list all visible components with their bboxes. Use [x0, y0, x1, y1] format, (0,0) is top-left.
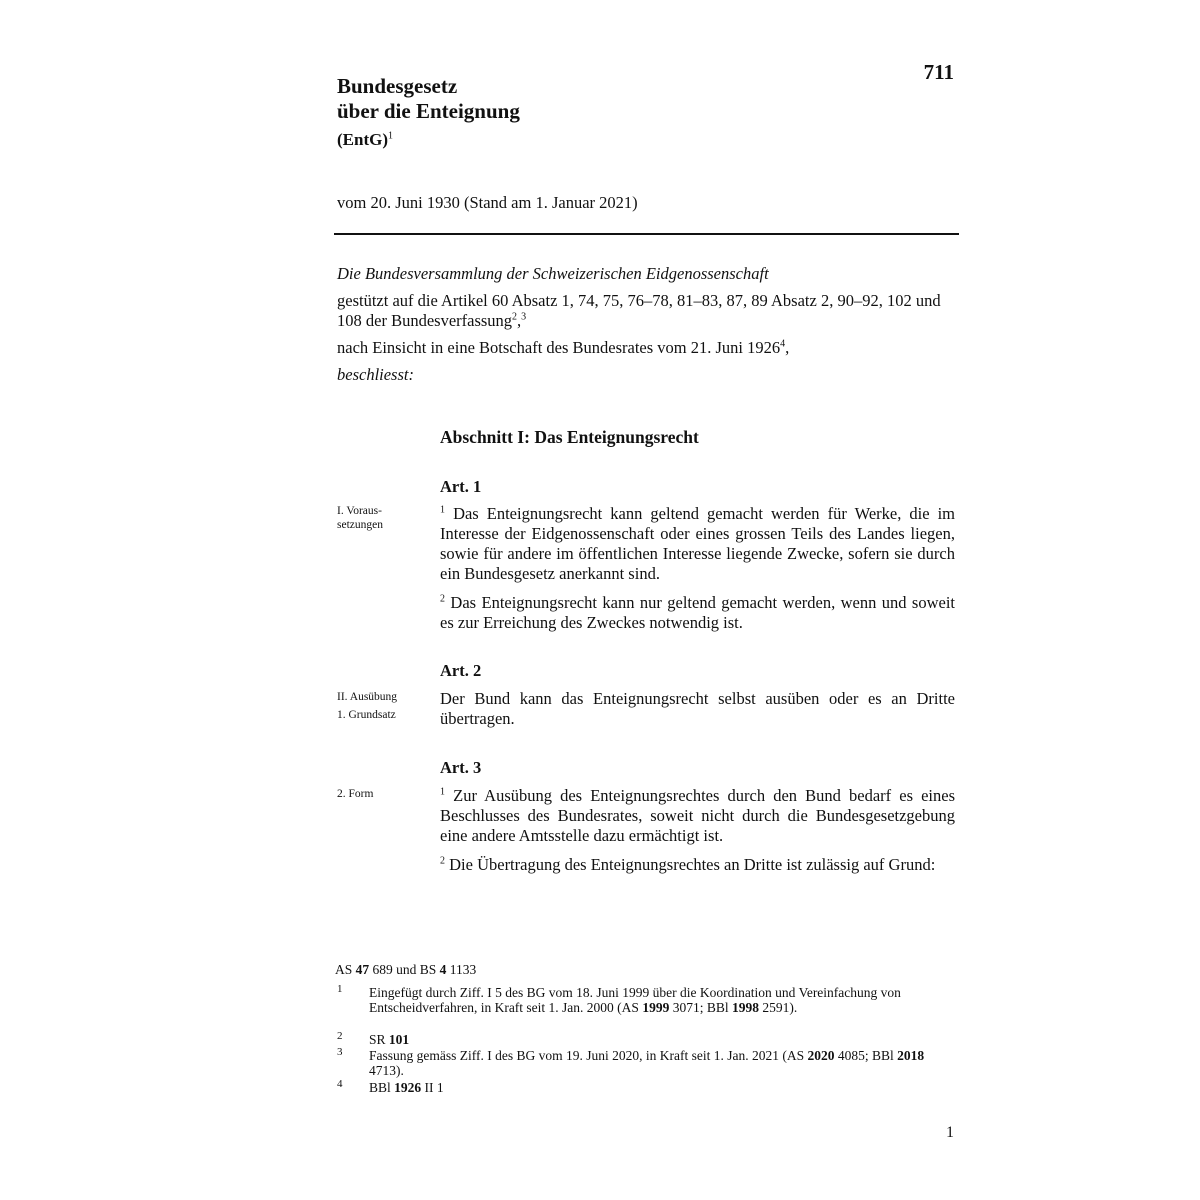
- fn-part: 1999: [642, 1000, 670, 1015]
- date-line: vom 20. Juni 1930 (Stand am 1. Januar 2021): [337, 193, 638, 212]
- fn-part: 2018: [897, 1048, 925, 1063]
- footnote-as-reference: [335, 962, 476, 978]
- article-2-paragraph: [440, 689, 955, 729]
- article-2-margin-note: [337, 691, 432, 722]
- footnote-4-text: [369, 1080, 929, 1095]
- page-number: 1: [946, 1124, 954, 1141]
- footnote-number: 3: [337, 1046, 343, 1058]
- preamble-authority: Die Bundesversammlung der Schweizerischen Eidgenossenschaft: [337, 264, 769, 283]
- article-3-paragraph-2: [440, 855, 955, 875]
- preamble-basis-sep: ,: [517, 311, 522, 330]
- fn-part: 2591).: [758, 1000, 798, 1015]
- fn-part: SR: [369, 1032, 389, 1047]
- paragraph-text: Der Bund kann das Enteignungsrecht selbst ausüben oder es an Dritte übertragen.: [440, 689, 955, 728]
- footnote-ref-4[interactable]: 4: [780, 338, 786, 350]
- fn-part: 1998: [731, 1000, 759, 1015]
- fn-part: Fassung gemäss Ziff. I des BG vom 19. Juni 2020, in Kraft seit 1. Jan. 2021 (AS: [369, 1048, 808, 1063]
- margin-line: setzungen: [337, 518, 383, 531]
- preamble-basis: [337, 291, 957, 331]
- footnote-1-text: [369, 985, 929, 1015]
- preamble-message: [337, 338, 957, 358]
- margin-line: 2. Form: [337, 788, 374, 800]
- footnote-number: 4: [337, 1078, 343, 1090]
- footnote-2-text: [369, 1032, 929, 1047]
- footnote-ref-3[interactable]: 3: [521, 311, 527, 323]
- footnote-3-text: [369, 1048, 929, 1078]
- fn-part: 2020: [807, 1048, 835, 1063]
- as-ref-part: 4: [439, 962, 447, 977]
- law-title-line-1: Bundesgesetz: [337, 74, 458, 98]
- article-3-heading: Art. 3: [440, 758, 482, 777]
- section-title: Abschnitt I: Das Enteignungsrecht: [440, 427, 699, 447]
- paragraph-number: 2: [440, 593, 445, 605]
- article-1-paragraph-1: [440, 504, 955, 584]
- as-ref-part: 1133: [449, 962, 477, 977]
- paragraph-text: Das Enteignungsrecht kann geltend gemacht werden für Werke, die im Interesse der Eidgenossenschaft oder eines grossen Teils des Landes liegen, sowie für andere im öffentlichen Interesse liegende Zwecke, sofern sie durch ein Bundesgesetz anerkannt sind.: [440, 504, 956, 583]
- preamble-message-end: ,: [785, 338, 790, 357]
- fn-part: Eingefügt durch Ziff. I 5 des BG vom 18. Juni 1999 über die Koordination und Vereinfachung von Entscheidverfahren, in Kraft seit 1. Jan. 2000 (AS: [369, 985, 901, 1015]
- law-title: [337, 74, 520, 124]
- margin-line: 1. Grundsatz: [337, 708, 396, 721]
- footnote-number: 2: [337, 1030, 343, 1042]
- margin-line: I. Voraus-: [337, 505, 382, 517]
- paragraph-text: Zur Ausübung des Enteignungsrechtes durch den Bund bedarf es eines Beschlusses des Bundesrates, soweit nicht durch die Bundesgesetzgebung eine andere Amtsstelle dazu ermächtigt ist.: [440, 786, 956, 845]
- paragraph-text: Das Enteignungsrecht kann nur geltend gemacht werden, wenn und soweit es zur Erreichung des Zweckes notwendig ist.: [440, 593, 956, 632]
- title-rule: [334, 233, 959, 235]
- paragraph-text: Die Übertragung des Enteignungsrechtes an Dritte ist zulässig auf Grund:: [449, 855, 936, 874]
- abbreviation-text: (EntG): [337, 130, 388, 149]
- article-1-margin-note: [337, 505, 432, 532]
- document-number: 711: [923, 60, 954, 84]
- fn-part: II 1: [421, 1080, 444, 1095]
- footnote-ref-1[interactable]: 1: [388, 130, 393, 142]
- article-1-paragraph-2: [440, 593, 955, 633]
- fn-part: 4085; BBl: [834, 1048, 898, 1063]
- law-title-line-2: über die Enteignung: [337, 99, 520, 123]
- fn-part: 1926: [394, 1080, 422, 1095]
- article-3-paragraph-1: [440, 786, 955, 846]
- as-ref-part: 689 und BS: [372, 962, 437, 977]
- paragraph-number: 1: [440, 786, 445, 798]
- article-3-margin-note: [337, 788, 432, 802]
- footnote-number: 1: [337, 983, 343, 995]
- as-ref-part: AS: [335, 962, 353, 977]
- article-1-heading: Art. 1: [440, 477, 482, 496]
- preamble-basis-text: gestützt auf die Artikel 60 Absatz 1, 74, 75, 76–78, 81–83, 87, 89 Absatz 2, 90–92, 102 und 108 der Bundesverfassung: [337, 291, 941, 330]
- article-2-heading: Art. 2: [440, 661, 482, 680]
- margin-line: II. Ausübung: [337, 691, 398, 703]
- paragraph-number: 1: [440, 504, 445, 516]
- fn-part: BBl: [369, 1080, 395, 1095]
- preamble-resolves: beschliesst:: [337, 365, 414, 384]
- preamble-message-text: nach Einsicht in eine Botschaft des Bundesrates vom 21. Juni 1926: [337, 338, 781, 357]
- fn-part: 101: [388, 1032, 410, 1047]
- law-abbreviation: [337, 130, 393, 150]
- footnote-ref-2[interactable]: 2: [512, 311, 518, 323]
- as-ref-part: 47: [355, 962, 370, 977]
- fn-part: 4713).: [369, 1063, 404, 1078]
- paragraph-number: 2: [440, 855, 445, 867]
- fn-part: 3071; BBl: [669, 1000, 732, 1015]
